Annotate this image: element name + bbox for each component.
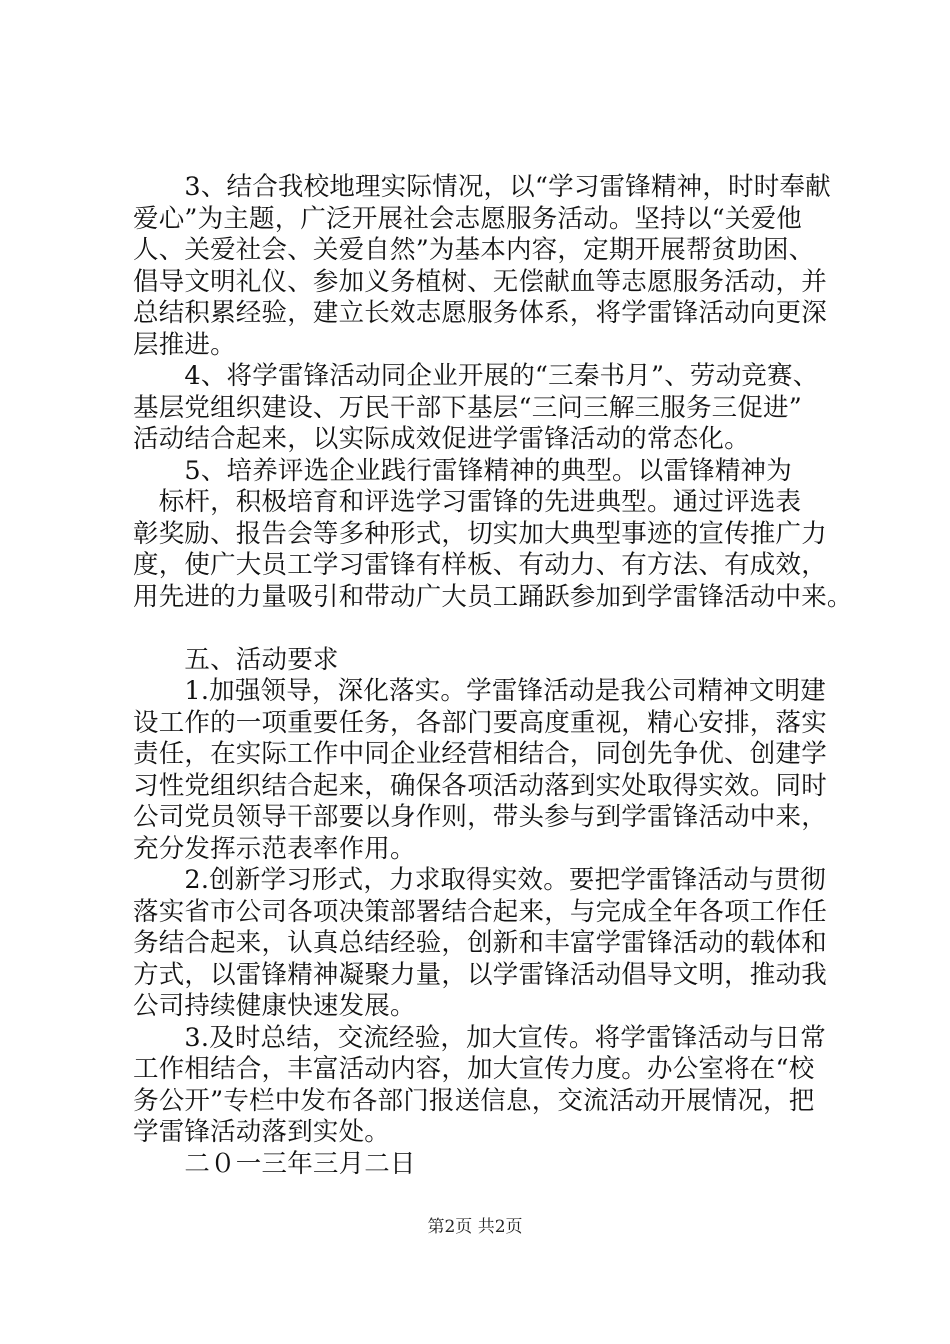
section-heading: 五、活动要求 <box>133 644 339 675</box>
text-line: 设工作的一项重要任务，各部门要高度重视，精心安排，落实 <box>133 707 827 738</box>
text-line: 4、将学雷锋活动同企业开展的“三秦书月”、劳动竞赛、 <box>133 361 819 391</box>
text-line: 落实省市公司各项决策部署结合起来，与完成全年各项工作任 <box>133 896 827 927</box>
text-line: 用先进的力量吸引和带动广大员工踊跃参加到学雷锋活动中来。 <box>133 581 853 612</box>
text-line: 活动结合起来，以实际成效促进学雷锋活动的常态化。 <box>133 424 750 454</box>
text-line: 1.加强领导，深化落实。学雷锋活动是我公司精神文明建 <box>133 676 826 706</box>
text-line: 学雷锋活动落到实处。 <box>133 1117 391 1147</box>
text-line: 爱心”为主题，广泛开展社会志愿服务活动。坚持以“关爱他 <box>133 203 802 234</box>
blank-line <box>133 613 853 645</box>
text-line: 5、培养评选企业践行雷锋精神的典型。以雷锋精神为 <box>133 455 792 486</box>
text-line: 务结合起来，认真总结经验，创新和丰富学雷锋活动的载体和 <box>133 928 827 958</box>
document-body <box>133 172 853 1180</box>
text-line: 总结积累经验，建立长效志愿服务体系，将学雷锋活动向更深 <box>133 298 827 328</box>
text-line: 倡导文明礼仪、参加义务植树、无偿献血等志愿服务活动，并 <box>133 266 827 297</box>
text-line: 度，使广大员工学习雷锋有样板、有动力、有方法、有成效， <box>133 550 827 580</box>
text-line: 方式，以雷锋精神凝聚力量，以学雷锋活动倡导文明，推动我 <box>133 959 827 990</box>
text-line: 2.创新学习形式，力求取得实效。要把学雷锋活动与贯彻 <box>133 865 826 895</box>
text-line: 务公开”专栏中发布各部门报送信息，交流活动开展情况，把 <box>133 1085 815 1116</box>
text-line: 3、结合我校地理实际情况，以“学习雷锋精神，时时奉献 <box>133 172 831 202</box>
page-number-footer: 第2页 共2页 <box>427 1217 523 1237</box>
text-line: 基层党组织建设、万民干部下基层“三问三解三服务三促进” <box>133 392 802 423</box>
text-line: 标杆，积极培育和评选学习雷锋的先进典型。通过评选表 <box>133 487 802 517</box>
text-line: 层推进。 <box>133 329 236 360</box>
text-line: 习性党组织结合起来，确保各项活动落到实处取得实效。同时 <box>133 770 827 801</box>
text-line: 责任，在实际工作中同企业经营相结合，同创先争优、创建学 <box>133 739 827 769</box>
text-line: 工作相结合，丰富活动内容，加大宣传力度。办公室将在“校 <box>133 1054 815 1084</box>
text-line: 公司持续健康快速发展。 <box>133 991 416 1021</box>
text-line: 3.及时总结，交流经验，加大宣传。将学雷锋活动与日常 <box>133 1022 826 1053</box>
text-line: 充分发挥示范表率作用。 <box>133 833 416 864</box>
text-line: 人、关爱社会、关爱自然”为基本内容，定期开展帮贫助困、 <box>133 235 815 265</box>
date-line: 二０一三年三月二日 <box>133 1148 416 1179</box>
text-line: 彰奖励、报告会等多种形式，切实加大典型事迹的宣传推广力 <box>133 518 827 549</box>
text-line: 公司党员领导干部要以身作则，带头参与到学雷锋活动中来， <box>133 802 827 832</box>
